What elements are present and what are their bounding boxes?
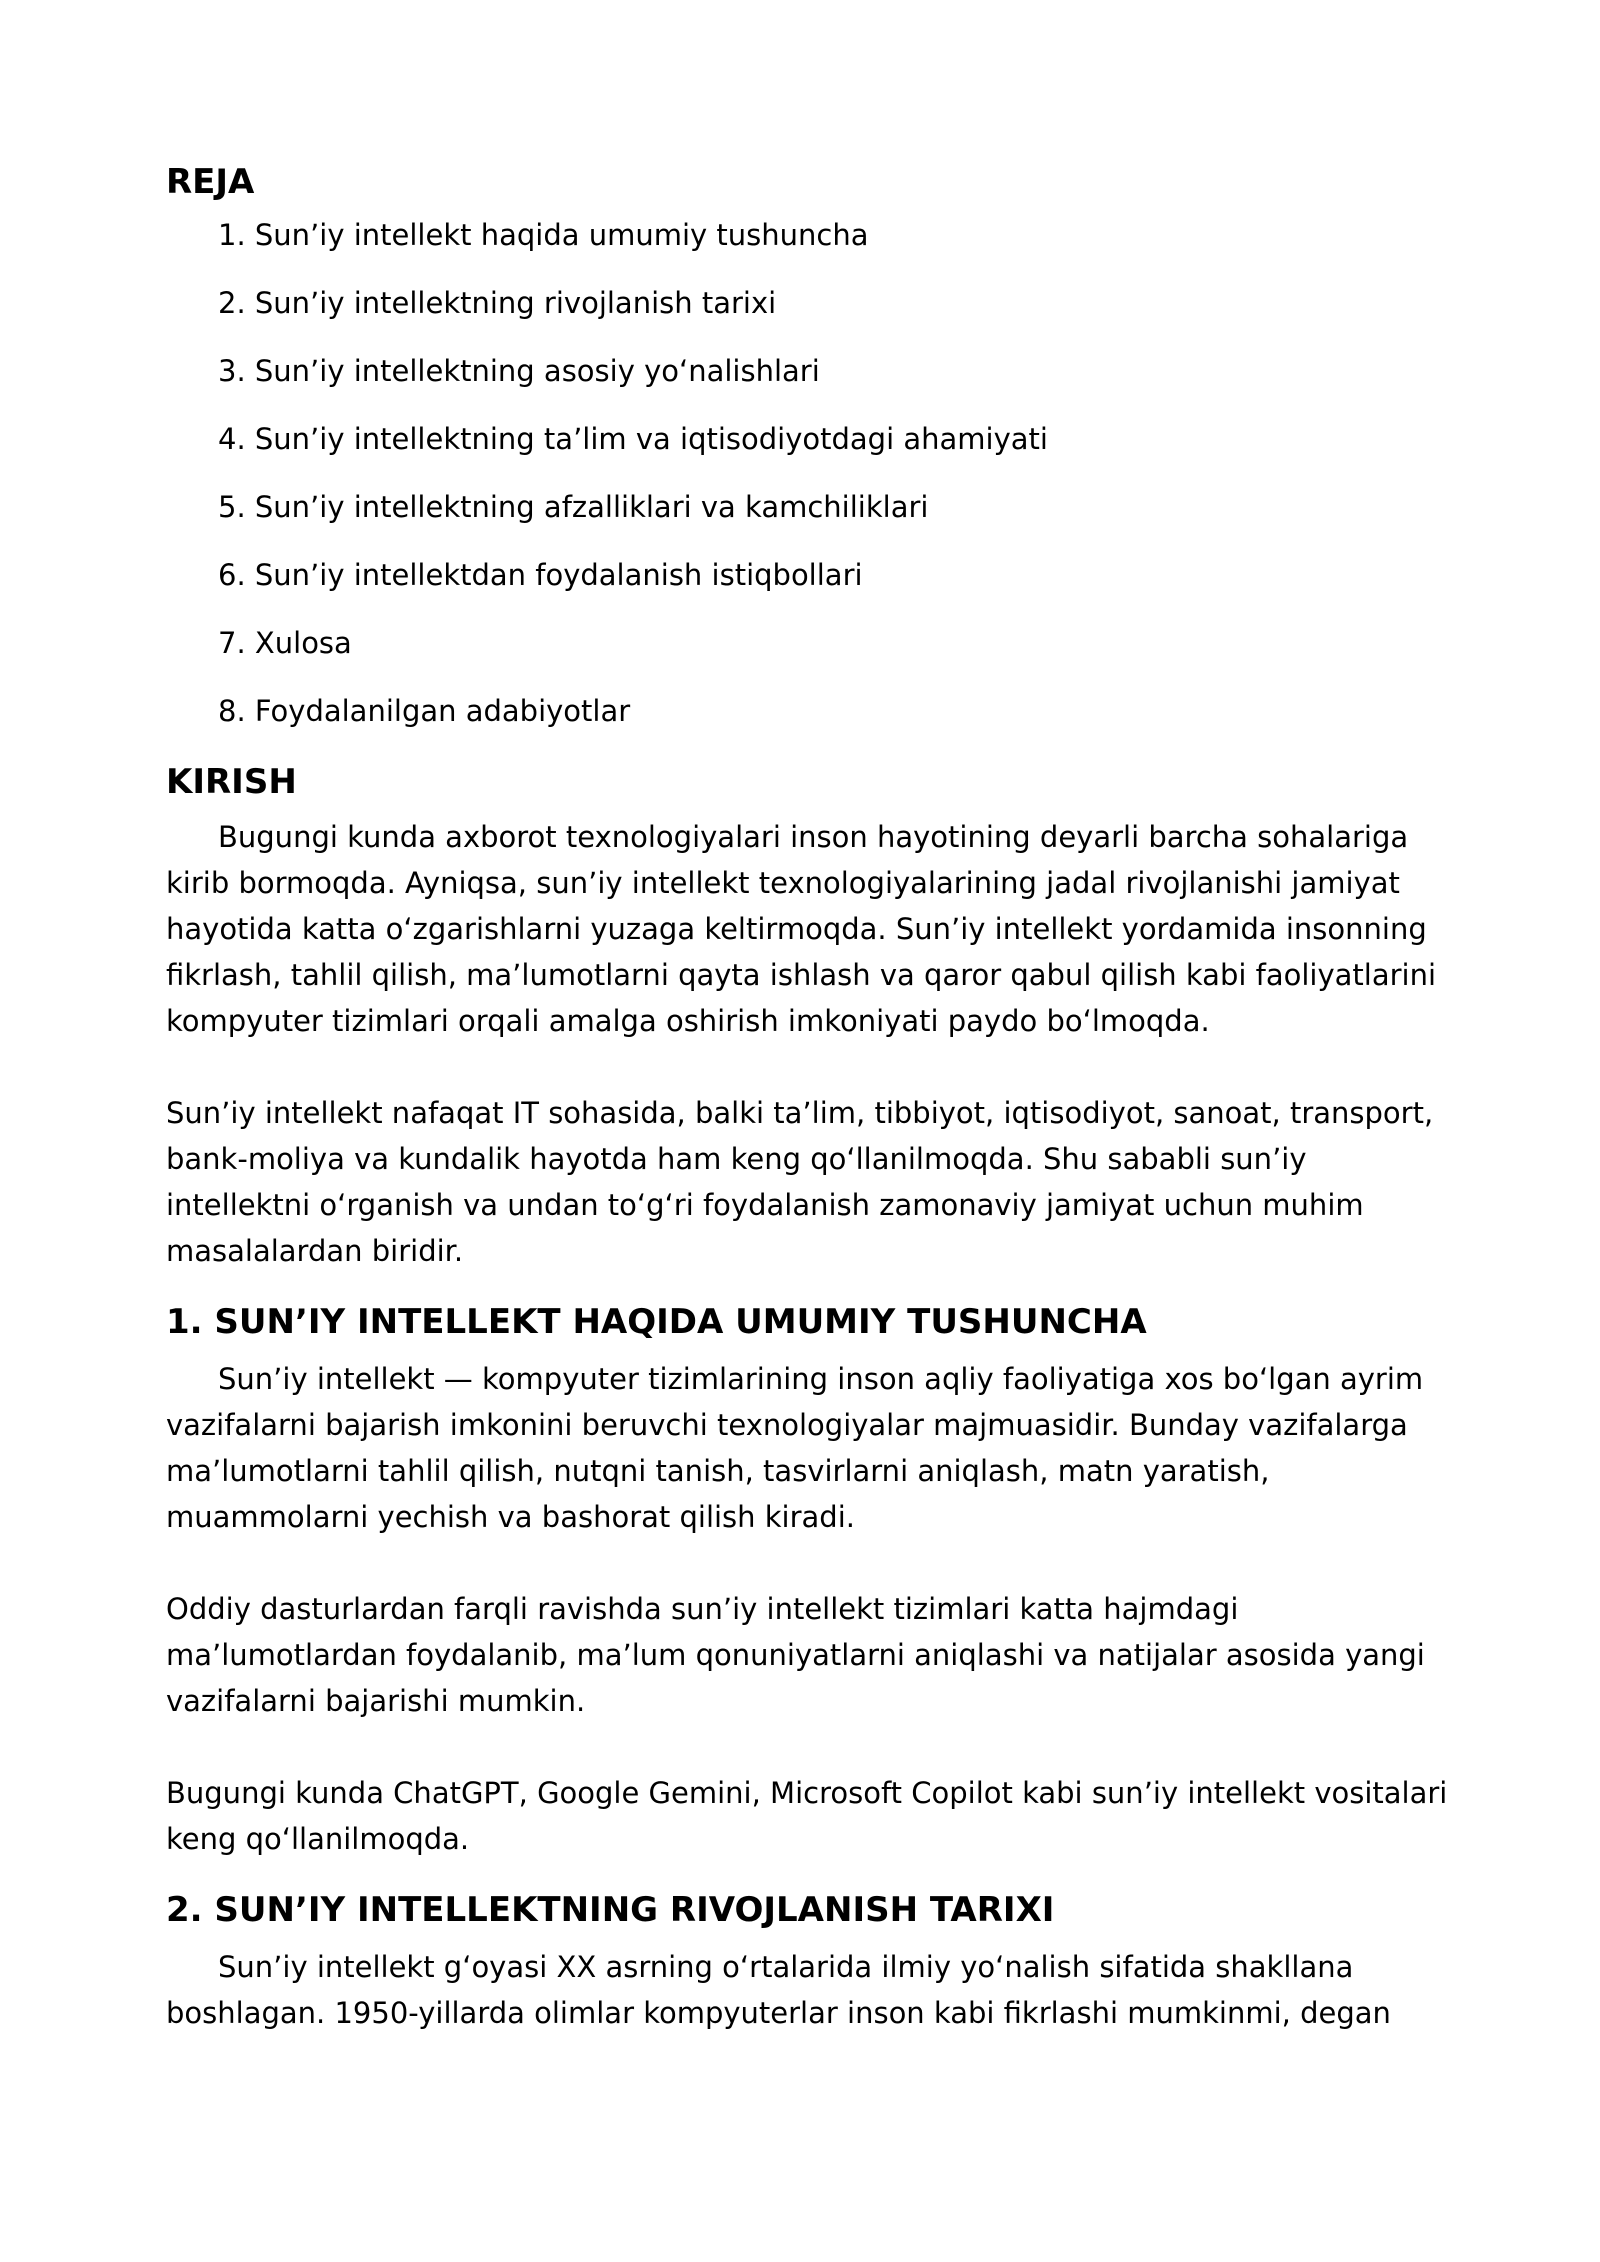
reja-heading: REJA bbox=[166, 162, 255, 202]
reja-item-number: 6. bbox=[218, 558, 246, 592]
section-1-paragraph-2: Oddiy dasturlardan farqli ravishda sun’iy intellekt tizimlari katta hajmdagi ma’lumotlardan foydalanib, ma’lum qonuniyatlarni aniqlashi va natijalar asosida yangi vazifalarni bajarishi mumkin. bbox=[166, 1592, 1425, 1718]
reja-item bbox=[218, 486, 1456, 528]
reja-item bbox=[218, 622, 1456, 664]
reja-item-text: Sun’iy intellektning asosiy yo‘nalishlari bbox=[254, 354, 820, 388]
reja-item-text: Foydalanilgan adabiyotlar bbox=[254, 694, 631, 728]
section-1-paragraph-3: Bugungi kunda ChatGPT, Google Gemini, Microsoft Copilot kabi sun’iy intellekt vositalari keng qo‘llanilmoqda. bbox=[166, 1776, 1448, 1856]
reja-item-text: Sun’iy intellekt haqida umumiy tushuncha bbox=[254, 218, 869, 252]
reja-item-text: Sun’iy intellektning rivojlanish tarixi bbox=[254, 286, 777, 320]
reja-item bbox=[218, 282, 1456, 324]
reja-item-number: 2. bbox=[218, 286, 246, 320]
reja-list bbox=[166, 214, 1456, 732]
section-2-paragraph-1: Sun’iy intellekt g‘oyasi XX asrning o‘rtalarida ilmiy yo‘nalish sifatida shakllana boshlagan. 1950-yillarda olimlar kompyuterlar inson kabi fikrlashi mumkinmi, degan bbox=[166, 1950, 1391, 2030]
reja-item-number: 3. bbox=[218, 354, 246, 388]
reja-item-number: 4. bbox=[218, 422, 246, 456]
reja-item bbox=[218, 554, 1456, 596]
reja-item bbox=[218, 214, 1456, 256]
reja-item bbox=[218, 350, 1456, 392]
reja-item-number: 8. bbox=[218, 694, 246, 728]
kirish-paragraph-2: Sun’iy intellekt nafaqat IT sohasida, balki ta’lim, tibbiyot, iqtisodiyot, sanoat, transport, bank-moliya va kundalik hayotda ham keng qo‘llanilmoqda. Shu sababli sun’iy intellektni o‘rganish va undan to‘g‘ri foydalanish zamonaviy jamiyat uchun muhim masalalardan biridir. bbox=[166, 1096, 1434, 1268]
reja-item bbox=[218, 690, 1456, 732]
kirish-paragraph-1: Bugungi kunda axborot texnologiyalari inson hayotining deyarli barcha sohalariga kirib bormoqda. Ayniqsa, sun’iy intellekt texnologiyalarining jadal rivojlanishi jamiyat hayotida katta o‘zgarishlarni yuzaga keltirmoqda. Sun’iy intellekt yordamida insonning fikrlash, tahlil qilish, ma’lumotlarni qayta ishlash va qaror qabul qilish kabi faoliyatlarini kompyuter tizimlari orqali amalga oshirish imkoniyati paydo bo‘lmoqda. bbox=[166, 820, 1437, 1038]
section-1-paragraph-1: Sun’iy intellekt — kompyuter tizimlarining inson aqliy faoliyatiga xos bo‘lgan ayrim vazifalarni bajarish imkonini beruvchi texnologiyalar majmuasidir. Bunday vazifalarga ma’lumotlarni tahlil qilish, nutqni tanish, tasvirlarni aniqlash, matn yaratish, muammolarni yechish va bashorat qilish kiradi. bbox=[166, 1362, 1424, 1534]
section-2-heading: 2. SUN’IY INTELLEKTNING RIVOJLANISH TARIXI bbox=[166, 1890, 1055, 1930]
reja-item-text: Sun’iy intellektning ta’lim va iqtisodiyotdagi ahamiyati bbox=[254, 422, 1048, 456]
section-1-heading: 1. SUN’IY INTELLEKT HAQIDA UMUMIY TUSHUNCHA bbox=[166, 1302, 1147, 1342]
kirish-heading: KIRISH bbox=[166, 762, 297, 802]
reja-item-text: Sun’iy intellektdan foydalanish istiqbollari bbox=[254, 558, 863, 592]
document-page bbox=[166, 160, 1456, 2036]
reja-item-text: Xulosa bbox=[254, 626, 352, 660]
reja-item-number: 5. bbox=[218, 490, 246, 524]
reja-item bbox=[218, 418, 1456, 460]
reja-item-number: 1. bbox=[218, 218, 246, 252]
reja-item-number: 7. bbox=[218, 626, 246, 660]
reja-item-text: Sun’iy intellektning afzalliklari va kamchiliklari bbox=[254, 490, 929, 524]
